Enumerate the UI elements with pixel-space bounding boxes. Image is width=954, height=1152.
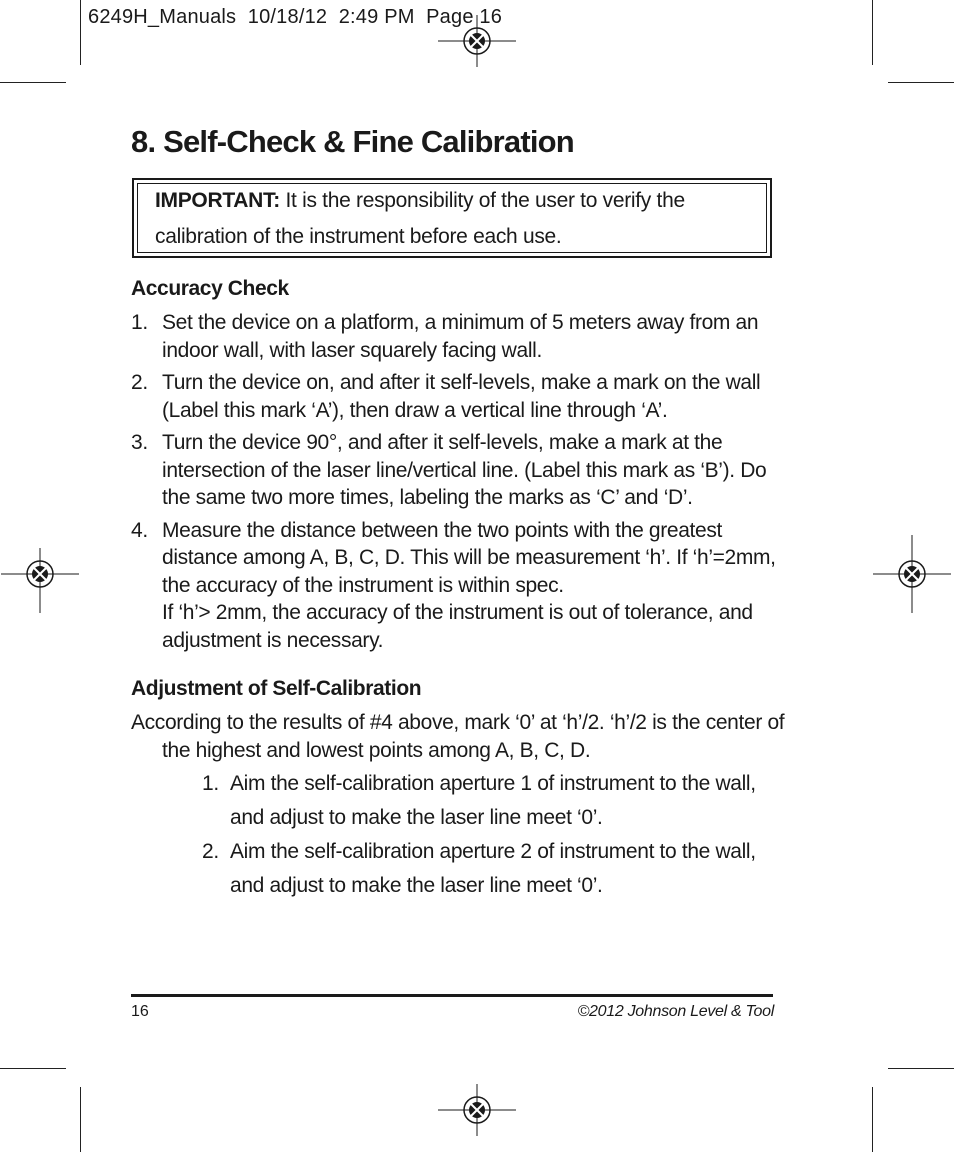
- registration-mark-icon: [438, 1071, 516, 1149]
- crop-mark: [80, 1087, 81, 1152]
- crop-mark: [872, 1087, 873, 1152]
- list-item: [202, 835, 762, 903]
- step-text: Measure the distance between the two points with the greatest distance among A, B, C, D. This will be measurement ‘h’. If ‘h’=2mm, the accuracy of the instrument is within spec.: [162, 518, 776, 597]
- crop-mark: [0, 1068, 66, 1069]
- important-notice-text: [155, 183, 755, 255]
- crop-mark: [0, 82, 66, 83]
- step-number: 1.: [202, 772, 219, 795]
- accuracy-check-heading: Accuracy Check: [131, 277, 289, 300]
- step-text: Turn the device 90°, and after it self-levels, make a mark at the intersection of the laser line/vertical line. (Label this mark as ‘B’). Do the same two more times, labeling the marks as ‘C’ and ‘D’.: [162, 431, 767, 509]
- step-number: 4.: [131, 518, 148, 542]
- page-number: 16: [131, 1003, 149, 1020]
- important-notice-box: [132, 178, 772, 258]
- list-item: [131, 369, 791, 424]
- printer-slug: 6249H_Manuals 10/18/12 2:49 PM Page 16: [88, 6, 503, 28]
- step-text: Set the device on a platform, a minimum of 5 meters away from an indoor wall, with laser squarely facing wall.: [162, 311, 759, 362]
- step-number: 1.: [131, 311, 148, 334]
- step-number: 2.: [202, 840, 219, 863]
- step-text: Turn the device on, and after it self-levels, make a mark on the wall (Label this mark ‘A’), then draw a vertical line through ‘A’.: [162, 371, 761, 422]
- adjustment-heading: Adjustment of Self-Calibration: [131, 677, 422, 700]
- adjustment-intro: According to the results of #4 above, mark ‘0’ at ‘h’/2. ‘h’/2 is the center of the highest and lowest points among A, B, C, D.: [131, 711, 785, 762]
- step-text: Aim the self-calibration aperture 1 of instrument to the wall, and adjust to make the laser line meet ‘0’.: [230, 772, 756, 829]
- adjustment-steps-list: [202, 767, 762, 903]
- step-text-continued: If ‘h’> 2mm, the accuracy of the instrument is out of tolerance, and adjustment is necessary.: [162, 601, 753, 652]
- important-label: IMPORTANT:: [155, 189, 280, 212]
- crop-mark: [888, 1068, 954, 1069]
- registration-mark-icon: [873, 535, 951, 613]
- important-body: It is the responsibility of the user to verify the calibration of the instrument before each use.: [155, 189, 685, 248]
- step-number: 3.: [131, 431, 148, 454]
- crop-mark: [80, 0, 81, 65]
- crop-mark: [888, 82, 954, 83]
- footer-rule: [131, 994, 773, 997]
- registration-mark-icon: [438, 2, 516, 80]
- step-number: 2.: [131, 371, 148, 394]
- section-title: 8. Self-Check & Fine Calibration: [131, 124, 574, 159]
- list-item: [131, 517, 791, 655]
- registration-mark-icon: [1, 535, 79, 613]
- copyright-notice: ©2012 Johnson Level & Tool: [577, 1003, 774, 1020]
- list-item: [131, 429, 791, 512]
- step-text: Aim the self-calibration aperture 2 of instrument to the wall, and adjust to make the laser line meet ‘0’.: [230, 840, 756, 897]
- list-item: [131, 309, 791, 364]
- crop-mark: [872, 0, 873, 65]
- list-item: [202, 767, 762, 835]
- accuracy-steps-list: [131, 309, 791, 659]
